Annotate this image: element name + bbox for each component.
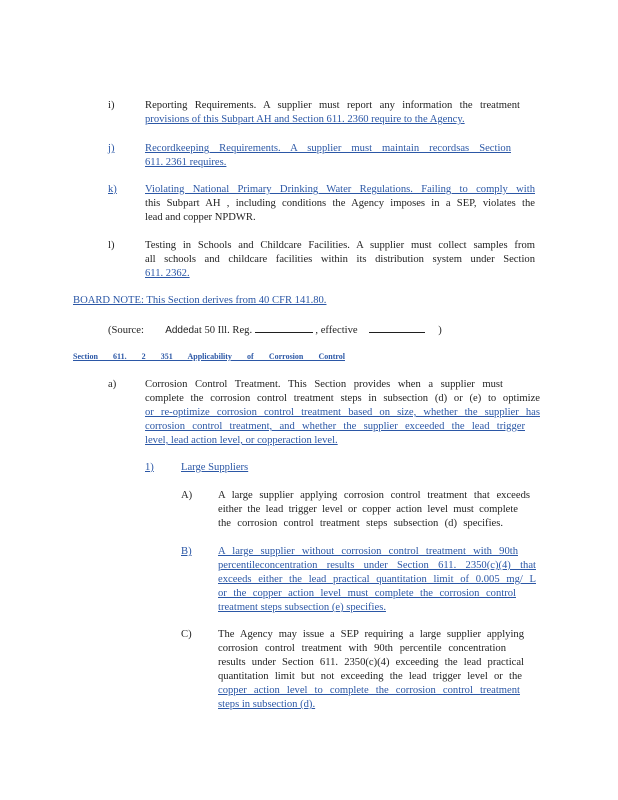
item-k-line-3: lead and copper NPDWR.: [145, 212, 256, 223]
item-j-line-1: Recordkeeping Requirements. A supplier must maintain recordsas Section: [145, 143, 511, 154]
item-k-text: [145, 183, 535, 225]
item-l-line-2: all schools and childcare facilities within its distribution system under Section: [145, 254, 535, 265]
item-label-k: k): [108, 184, 117, 195]
source-added: Added: [165, 325, 195, 336]
item-C-line-1: The Agency may issue a SEP requiring a large supplier applying: [218, 629, 524, 640]
board-note: BOARD NOTE: This Section derives from 40 CFR 141.80.: [73, 295, 327, 306]
item-label-B: B): [181, 546, 192, 557]
item-i-line-2: provisions of this Subpart AH and Section 611. 2360 require to the Agency.: [145, 114, 465, 125]
item-a-text: [145, 378, 540, 448]
item-B-line-1: A large supplier without corrosion control treatment with 90th: [218, 546, 518, 557]
item-k-line-1: Violating National Primary Drinking Water Regulations. Failing to comply with: [145, 184, 535, 195]
item-C-line-2: corrosion control treatment with 90th percentile concentration: [218, 643, 506, 654]
item-l-line-3: 611. 2362.: [145, 268, 190, 279]
item-B-line-2: percentileconcentration results under Section 611. 2350(c)(4) that: [218, 560, 536, 571]
item-label-l: l): [108, 240, 115, 251]
item-j-text: [145, 142, 511, 170]
item-l-line-1: Testing in Schools and Childcare Facilities. A supplier must collect samples from: [145, 240, 535, 251]
section-heading: Section 611. 2 351 Applicability of Corrosion Control: [73, 352, 345, 361]
item-B-line-4: or the copper action level must complete the corrosion control: [218, 588, 516, 599]
item-label-j: j): [108, 143, 115, 154]
source-effective: , effective: [315, 325, 358, 336]
item-A-text: [218, 489, 530, 531]
item-C-text: [218, 628, 524, 712]
item-label-A: A): [181, 490, 193, 501]
source-prefix: (Source:: [108, 325, 144, 336]
item-label-a: a): [108, 379, 117, 390]
item-i-text: [145, 99, 520, 127]
item-a-line-1: Corrosion Control Treatment. This Section provides when a supplier must: [145, 379, 503, 390]
item-B-text: [218, 545, 536, 615]
item-1-text: Large Suppliers: [181, 462, 249, 473]
item-label-C: C): [181, 629, 192, 640]
item-a-line-3: or re-optimize corrosion control treatment based on size, whether the supplier has: [145, 407, 540, 418]
source-at: at: [194, 325, 202, 336]
effective-blank: [369, 322, 425, 333]
item-k-line-2: this Subpart AH , including conditions the Agency imposes in a SEP, violates the: [145, 198, 535, 209]
item-l-text: [145, 239, 535, 281]
item-j-line-2: 611. 2361 requires.: [145, 157, 227, 168]
source-reg: 50 Ill. Reg.: [204, 325, 253, 336]
item-A-line-2: either the lead trigger level or copper action level must complete: [218, 504, 518, 515]
item-B-line-3: exceeds either the lead practical quantitation limit of 0.005 mg/ L: [218, 574, 536, 585]
item-a-line-4: corrosion control treatment, and whether the supplier exceeded the lead trigger: [145, 421, 525, 432]
item-C-line-5: copper action level to complete the corrosion control treatment: [218, 685, 520, 696]
item-i-line-1: Reporting Requirements. A supplier must report any information the treatment: [145, 100, 520, 111]
item-C-line-6: steps in subsection (d).: [218, 699, 316, 710]
item-label-1: 1): [145, 462, 154, 473]
item-A-line-3: the corrosion control treatment steps subsection (d) specifies.: [218, 518, 503, 529]
source-close: ): [438, 325, 442, 336]
item-A-line-1: A large supplier applying corrosion control treatment that exceeds: [218, 490, 530, 501]
reg-blank: [255, 322, 313, 333]
item-a-line-5: level, lead action level, or copperaction level.: [145, 435, 338, 446]
item-B-line-5: treatment steps subsection (e) specifies.: [218, 602, 386, 613]
item-a-line-2: complete the corrosion control treatment steps in subsection (d) or (e) to optimize: [145, 393, 540, 404]
item-C-line-4: quantitation limit but not exceeding the lead trigger level or the: [218, 671, 522, 682]
source-line: [108, 322, 468, 338]
item-C-line-3: results under Section 611. 2350(c)(4) exceeding the lead practical: [218, 657, 524, 668]
item-label-i: i): [108, 100, 115, 111]
